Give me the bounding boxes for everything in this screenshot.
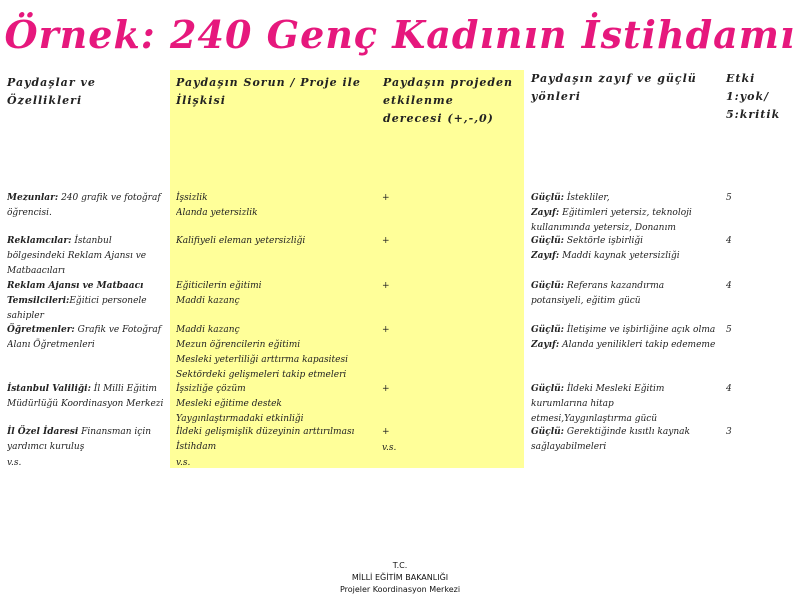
table-row-2-impact [726,234,756,249]
stakeholder-name: Mezunlar: [7,193,59,203]
vs-text: v.s. [7,458,22,468]
table-row-6-strengths [531,425,706,457]
table-row-2-strengths [531,234,713,280]
issue-line: Yaygınlaştırmadaki etkinliği [176,414,304,424]
table-row-1-issue [176,191,376,235]
issue-line: İldeki gelişmişlik düzeyinin arttırılması [176,427,355,437]
header-effect-label: Paydaşın projeden etkilenme derecesi (+,-,0) [383,76,514,125]
header-impact-label: Etki 1:yok/ 5:kritik [726,72,781,121]
weakness-text: Eğitimleri yetersiz, teknoloji kullanımında yetersiz, Donanım [531,208,692,233]
table-row-2-effect [382,234,422,249]
header-relation-label: Paydaşın Sorun / Proje ile İlişkisi [176,76,361,107]
stakeholder-desc: İl Milli Eğitim Müdürlüğü Koordinasyon Merkezi [7,384,164,409]
impact-value: 5 [726,193,732,203]
issue-line: İşsizlik [176,193,208,203]
footer-line: MİLLİ EĞİTİM BAKANLIĞI [351,573,449,582]
table-row-4-issue [176,323,376,380]
footer-line: T.C. [392,561,408,570]
table-row-1-stakeholder [7,191,167,235]
header-stakeholders-label: Paydaşlar ve Özellikleri [7,76,96,107]
table-row-3-issue [176,279,376,323]
issue-line: Eğiticilerin eğitimi [176,281,262,291]
issue-line: Maddi kazanç [176,296,240,306]
header-impact [726,70,786,124]
issue-line: Mesleki eğitime destek [176,399,282,409]
effect-value: + [382,193,390,203]
table-row-3-impact [726,279,756,294]
weakness-label: Zayıf: [531,340,560,350]
table-row-5-issue [176,382,376,426]
stakeholder-name: İl Özel İdaresi [7,427,79,437]
vs-col2 [176,456,216,471]
stakeholder-name: İstanbul Valiliği: [7,384,91,394]
impact-value: 5 [726,325,732,335]
header-strengths [531,70,711,106]
strength-label: Güçlü: [531,236,564,246]
header-stakeholders [7,74,167,110]
table-row-6-issue [176,425,376,457]
impact-value: 4 [726,236,732,246]
table-row-3-stakeholder [7,279,163,325]
strength-label: Güçlü: [531,325,564,335]
stakeholder-name: Reklam Ajansı ve Matbaacı Temsilcileri: [7,281,144,306]
impact-value: 3 [726,427,732,437]
issue-line: Maddi kazanç [176,325,240,335]
table-row-5-impact [726,382,756,397]
table-row-5-effect [382,382,422,397]
effect-value: + [382,236,390,246]
table-row-4-effect [382,323,422,338]
issue-line: Mezun öğrencilerin eğitimi [176,340,301,350]
table-row-4-impact [726,323,756,338]
issue-line: İşsizliğe çözüm [176,384,246,394]
strength-label: Güçlü: [531,427,564,437]
strength-text: Sektörle işbirliği [566,236,644,246]
stakeholder-desc: 240 grafik ve fotoğraf öğrencisi. [7,193,161,218]
weakness-text: Alanda yenilikleri takip edememe [562,340,716,350]
stakeholder-desc: Eğitici personele sahipler [7,296,147,321]
issue-line: Alanda yetersizlik [176,208,258,218]
strength-label: Güçlü: [531,281,564,291]
effect-value: + [382,281,390,291]
table-row-5-stakeholder [7,382,167,428]
header-relation [176,74,366,110]
table-row-1-impact [726,191,756,206]
issue-line: Mesleki yeterliliği arttırma kapasitesi [176,355,348,365]
effect-value: + [382,325,390,335]
weakness-label: Zayıf: [531,208,560,218]
stakeholder-desc: İstanbul bölgesindeki Reklam Ajansı ve Matbaacıları [7,236,147,276]
page-title: Örnek: 240 Genç Kadının İstihdamı [4,12,796,57]
vs-col1 [7,456,47,471]
footer [300,560,500,596]
table-row-4-stakeholder [7,323,167,369]
effect-value: + [382,384,390,394]
effect-value: + [382,427,390,437]
vs-col3 [382,441,422,456]
table-row-6-impact [726,425,756,440]
strength-label: Güçlü: [531,384,564,394]
strength-text: İstekliler, [566,193,610,203]
strength-text: İldeki Mesleki Eğitim kurumlarına hitap etmesi,Yaygınlaştırma gücü [531,384,665,424]
table-row-6-stakeholder [7,425,167,457]
stakeholder-desc: Grafik ve Fotoğraf Alanı Öğretmenleri [7,325,162,350]
stakeholder-desc: Finansman için yardımcı kuruluş [7,427,152,452]
table-row-2-issue [176,234,376,278]
weakness-text: Maddi kaynak yetersizliği [562,251,680,261]
strength-text: İletişime ve işbirliğine açık olma [566,325,716,335]
table-row-3-effect [382,279,422,294]
table-row-6-effect [382,425,422,440]
table-row-1-effect [382,191,422,206]
header-effect [383,74,513,128]
stakeholder-name: Reklamcılar: [7,236,72,246]
impact-value: 4 [726,281,732,291]
vs-text: v.s. [382,443,397,453]
table-row-4-strengths [531,323,731,369]
table-row-5-strengths [531,382,716,428]
issue-line: İstihdam [176,442,217,452]
impact-value: 4 [726,384,732,394]
table-row-3-strengths [531,279,681,325]
strength-text: Gerektiğinde kısıtlı kaynak sağlayabilmeleri [531,427,690,452]
stakeholder-name: Öğretmenler: [7,325,75,335]
header-strengths-label: Paydaşın zayıf ve güçlü yönleri [531,72,697,103]
strength-label: Güçlü: [531,193,564,203]
strength-text: Referans kazandırma potansiyeli, eğitim gücü [531,281,665,306]
table-row-2-stakeholder [7,234,147,280]
footer-line: Projeler Koordinasyon Merkezi [339,585,461,594]
weakness-label: Zayıf: [531,251,560,261]
table-row-1-strengths [531,191,713,237]
issue-line: Sektördeki gelişmeleri takip etmeleri [176,370,347,380]
vs-text: v.s. [176,458,191,468]
issue-line: Kalifiyeli eleman yetersizliği [176,236,306,246]
